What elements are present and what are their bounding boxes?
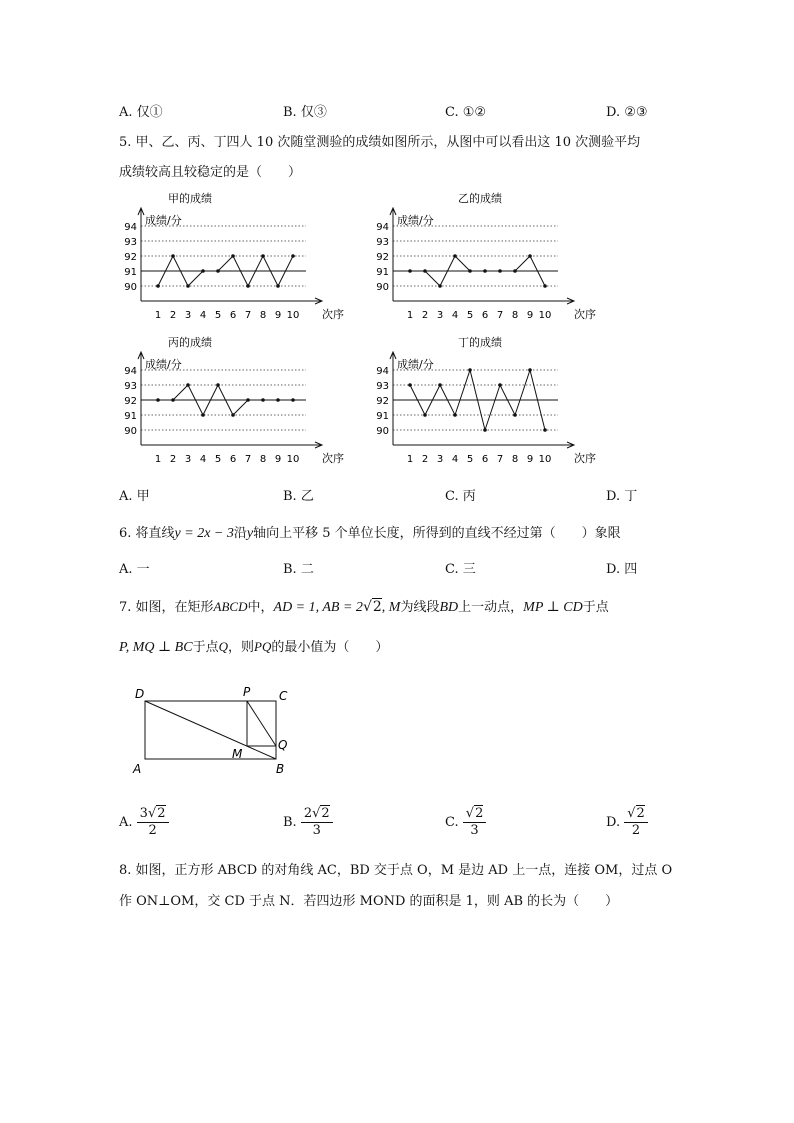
x-axis-label: 次序 bbox=[322, 452, 344, 465]
data-point bbox=[543, 428, 547, 432]
radicand: 2 bbox=[475, 806, 484, 821]
x-tick-label: 3 bbox=[436, 454, 444, 465]
q5-option-c: C. 丙 bbox=[445, 489, 476, 504]
x-tick-label: 8 bbox=[259, 310, 267, 321]
x-tick-label: 6 bbox=[229, 454, 237, 465]
x-tick-label: 10 bbox=[286, 454, 300, 465]
option-fraction: $\frac{√2}{2}$ bbox=[624, 806, 648, 839]
x-tick-label: 9 bbox=[274, 454, 282, 465]
q6-equation: y = 2x − 3 bbox=[174, 526, 234, 541]
q6-axis: y bbox=[246, 526, 254, 541]
data-point bbox=[453, 413, 457, 417]
data-point bbox=[261, 254, 265, 258]
data-point bbox=[201, 413, 205, 417]
y-tick-label: 92 bbox=[124, 396, 137, 407]
data-point bbox=[438, 383, 442, 387]
y-tick-label: 94 bbox=[376, 366, 389, 377]
x-axis-label: 次序 bbox=[322, 308, 344, 321]
data-point bbox=[408, 269, 412, 273]
x-tick-label: 10 bbox=[286, 310, 300, 321]
y-tick-label: 92 bbox=[124, 252, 137, 263]
label-d: D bbox=[135, 687, 145, 701]
x-tick-label: 3 bbox=[184, 454, 192, 465]
data-point bbox=[528, 368, 532, 372]
q7-math: P, MQ ⊥ BC bbox=[119, 640, 193, 655]
x-tick-label: 4 bbox=[199, 454, 207, 465]
q7-math: ABCD bbox=[213, 599, 248, 614]
y-tick-label: 90 bbox=[124, 426, 137, 437]
data-point bbox=[438, 284, 442, 288]
data-point bbox=[423, 413, 427, 417]
y-axis-label: 成绩/分 bbox=[145, 214, 182, 227]
q6-suffix: 轴向上平移 5 个单位长度，所得到的直线不经过第（ ）象限 bbox=[253, 526, 621, 541]
data-point bbox=[246, 284, 250, 288]
data-point bbox=[483, 428, 487, 432]
q6-option-d: D. 四 bbox=[606, 562, 638, 577]
y-tick-label: 94 bbox=[376, 222, 389, 233]
x-tick-label: 5 bbox=[214, 310, 222, 321]
y-tick-label: 90 bbox=[124, 282, 137, 293]
q7-option-c bbox=[445, 806, 486, 839]
x-tick-label: 6 bbox=[481, 310, 489, 321]
data-point bbox=[201, 269, 205, 273]
x-tick-label: 7 bbox=[244, 454, 252, 465]
y-tick-label: 94 bbox=[124, 366, 137, 377]
data-point bbox=[291, 398, 295, 402]
radicand: 2 bbox=[321, 806, 330, 821]
label-q: Q bbox=[278, 738, 288, 752]
diagonal-bd bbox=[145, 701, 276, 759]
y-tick-label: 91 bbox=[376, 267, 389, 278]
x-tick-label: 1 bbox=[406, 310, 414, 321]
data-point bbox=[186, 284, 190, 288]
q5-stem-line1: 5. 甲、乙、丙、丁四人 10 次随堂测验的成绩如图所示，从图中可以看出这 10 次测验平均 bbox=[119, 135, 641, 150]
label-c: C bbox=[279, 689, 288, 703]
x-tick-label: 3 bbox=[436, 310, 444, 321]
x-tick-label: 2 bbox=[421, 454, 429, 465]
x-tick-label: 6 bbox=[481, 454, 489, 465]
q5-option-d: D. 丁 bbox=[606, 489, 638, 504]
data-point bbox=[291, 254, 295, 258]
x-tick-label: 1 bbox=[154, 310, 162, 321]
y-tick-label: 93 bbox=[124, 237, 137, 248]
label-a: A bbox=[133, 762, 142, 776]
x-tick-label: 7 bbox=[496, 454, 504, 465]
data-point bbox=[513, 413, 517, 417]
x-tick-label: 10 bbox=[538, 310, 552, 321]
y-tick-label: 92 bbox=[376, 252, 389, 263]
x-tick-label: 1 bbox=[406, 454, 414, 465]
option-letter: D. bbox=[606, 815, 621, 830]
x-axis-label: 次序 bbox=[574, 308, 596, 321]
label-b: B bbox=[276, 762, 285, 776]
x-tick-label: 7 bbox=[244, 310, 252, 321]
x-tick-label: 5 bbox=[466, 454, 474, 465]
q6-prefix: 6. 将直线 bbox=[119, 526, 175, 541]
data-point bbox=[483, 269, 487, 273]
q5-option-a: A. 甲 bbox=[119, 489, 150, 504]
q7-text: 于点 bbox=[582, 600, 609, 615]
data-point bbox=[498, 269, 502, 273]
q7-text: 的最小值为（ ） bbox=[271, 640, 389, 655]
q4-option-d: D. ②③ bbox=[606, 105, 648, 120]
x-tick-label: 2 bbox=[169, 454, 177, 465]
q7-stem-line1: 7. 如图，在矩形ABCD中，AD = 1, AB = 2√2, M为线段BD上一动点，MP ⊥ CD于点 bbox=[119, 599, 609, 615]
denominator: 3 bbox=[312, 823, 321, 838]
x-tick-label: 10 bbox=[538, 454, 552, 465]
q7-math: , M bbox=[381, 600, 401, 615]
q5-option-b: B. 乙 bbox=[283, 489, 314, 504]
x-tick-label: 4 bbox=[451, 454, 459, 465]
option-letter: A. bbox=[119, 815, 133, 830]
denominator: 2 bbox=[631, 823, 641, 838]
x-tick-label: 9 bbox=[526, 454, 534, 465]
data-point bbox=[543, 284, 547, 288]
q7-math: BD bbox=[439, 600, 459, 615]
y-tick-label: 90 bbox=[376, 282, 389, 293]
option-fraction: $\frac{√2}{3}$ bbox=[463, 806, 487, 839]
x-tick-label: 8 bbox=[511, 310, 519, 321]
y-tick-label: 91 bbox=[124, 411, 137, 422]
x-axis-label: 次序 bbox=[574, 452, 596, 465]
q7-rectangle-figure bbox=[125, 680, 305, 780]
denominator: 2 bbox=[148, 823, 157, 838]
data-point bbox=[468, 269, 472, 273]
data-point bbox=[513, 269, 517, 273]
denominator: 3 bbox=[470, 823, 479, 838]
x-tick-label: 8 bbox=[259, 454, 267, 465]
x-tick-label: 2 bbox=[421, 310, 429, 321]
q7-text: 中， bbox=[247, 600, 274, 615]
data-point bbox=[216, 383, 220, 387]
q8-stem-line2: 作 ON⊥OM，交 CD 于点 N．若四边形 MOND 的面积是 1，则 AB 的长为（ ） bbox=[119, 894, 619, 909]
data-point bbox=[171, 398, 175, 402]
data-point bbox=[186, 383, 190, 387]
y-tick-label: 93 bbox=[376, 237, 389, 248]
chart-title: 乙的成绩 bbox=[458, 192, 502, 205]
x-tick-label: 6 bbox=[229, 310, 237, 321]
q7-text: 于点 bbox=[192, 640, 219, 655]
x-tick-label: 5 bbox=[466, 310, 474, 321]
data-point bbox=[231, 254, 235, 258]
x-tick-label: 9 bbox=[526, 310, 534, 321]
option-letter: B. bbox=[283, 815, 297, 830]
y-tick-label: 92 bbox=[376, 396, 389, 407]
q5-stem-line2: 成绩较高且较稳定的是（ ） bbox=[119, 165, 302, 180]
data-point bbox=[453, 254, 457, 258]
y-tick-label: 91 bbox=[376, 411, 389, 422]
y-tick-label: 93 bbox=[124, 381, 137, 392]
y-tick-label: 91 bbox=[124, 267, 137, 278]
q6-middle: 沿 bbox=[233, 526, 247, 541]
q7-text: 7. 如图，在矩形 bbox=[119, 600, 214, 615]
x-tick-label: 2 bbox=[169, 310, 177, 321]
q4-option-c: C. ①② bbox=[445, 105, 487, 120]
q7-stem-line2 bbox=[119, 638, 388, 657]
chart-jia bbox=[124, 191, 344, 321]
chart-title: 丁的成绩 bbox=[458, 336, 502, 349]
x-tick-label: 4 bbox=[451, 310, 459, 321]
y-axis-label: 成绩/分 bbox=[397, 358, 434, 371]
y-tick-label: 90 bbox=[376, 426, 389, 437]
chart-ding bbox=[376, 335, 596, 465]
q7-text: ，则 bbox=[227, 640, 254, 655]
data-point bbox=[276, 284, 280, 288]
option-fraction: $\frac{3√2}{2}$ bbox=[137, 806, 169, 839]
chart-title: 丙的成绩 bbox=[168, 336, 212, 349]
label-p: P bbox=[243, 685, 251, 699]
x-tick-label: 4 bbox=[199, 310, 207, 321]
q6-option-b: B. 二 bbox=[283, 562, 314, 577]
chart-yi bbox=[376, 191, 596, 321]
option-fraction: $\frac{2√2}{3}$ bbox=[301, 806, 333, 839]
radicand: 2 bbox=[636, 806, 645, 821]
data-point bbox=[261, 398, 265, 402]
y-tick-label: 93 bbox=[376, 381, 389, 392]
y-axis-label: 成绩/分 bbox=[397, 214, 434, 227]
q6-option-a: A. 一 bbox=[119, 562, 150, 577]
option-letter: C. bbox=[445, 815, 459, 830]
q4-option-a: A. 仅① bbox=[119, 105, 163, 120]
data-point bbox=[171, 254, 175, 258]
label-m: M bbox=[232, 747, 243, 761]
q6-stem bbox=[119, 525, 621, 543]
q7-text: 为线段 bbox=[400, 600, 440, 615]
data-point bbox=[156, 398, 160, 402]
q7-option-a bbox=[119, 806, 169, 839]
q7-math: AD = 1, AB = 2 bbox=[273, 600, 363, 615]
q8-stem-line1: 8. 如图，正方形 ABCD 的对角线 AC，BD 交于点 O，M 是边 AD 上一点，连接 OM，过点 O bbox=[119, 863, 673, 878]
data-point bbox=[156, 284, 160, 288]
chart-bing bbox=[124, 335, 344, 465]
x-tick-label: 9 bbox=[274, 310, 282, 321]
chart-title: 甲的成绩 bbox=[168, 192, 212, 205]
data-point bbox=[498, 383, 502, 387]
coefficient: 2 bbox=[303, 806, 313, 821]
q7-text: 上一动点， bbox=[458, 600, 524, 615]
q7-math: MP ⊥ CD bbox=[523, 600, 583, 615]
y-tick-label: 94 bbox=[124, 222, 137, 233]
data-point bbox=[231, 413, 235, 417]
data-point bbox=[408, 383, 412, 387]
data-point bbox=[468, 368, 472, 372]
q4-option-b: B. 仅③ bbox=[283, 105, 327, 120]
segment-pq bbox=[247, 701, 276, 746]
data-point bbox=[423, 269, 427, 273]
q5-charts bbox=[0, 0, 794, 490]
data-point bbox=[216, 269, 220, 273]
q7-math: Q bbox=[218, 639, 228, 654]
data-point bbox=[528, 254, 532, 258]
data-point bbox=[246, 398, 250, 402]
q6-option-c: C. 三 bbox=[445, 562, 476, 577]
q7-math: PQ bbox=[254, 639, 272, 654]
data-point bbox=[276, 398, 280, 402]
x-tick-label: 3 bbox=[184, 310, 192, 321]
y-axis-label: 成绩/分 bbox=[145, 358, 182, 371]
q7-option-b bbox=[283, 806, 333, 839]
x-tick-label: 1 bbox=[154, 454, 162, 465]
q7-radicand: 2 bbox=[372, 599, 382, 615]
q7-option-d bbox=[606, 806, 648, 839]
x-tick-label: 5 bbox=[214, 454, 222, 465]
coefficient: 3 bbox=[139, 806, 148, 821]
radicand: 2 bbox=[157, 806, 166, 821]
x-tick-label: 7 bbox=[496, 310, 504, 321]
x-tick-label: 8 bbox=[511, 454, 519, 465]
